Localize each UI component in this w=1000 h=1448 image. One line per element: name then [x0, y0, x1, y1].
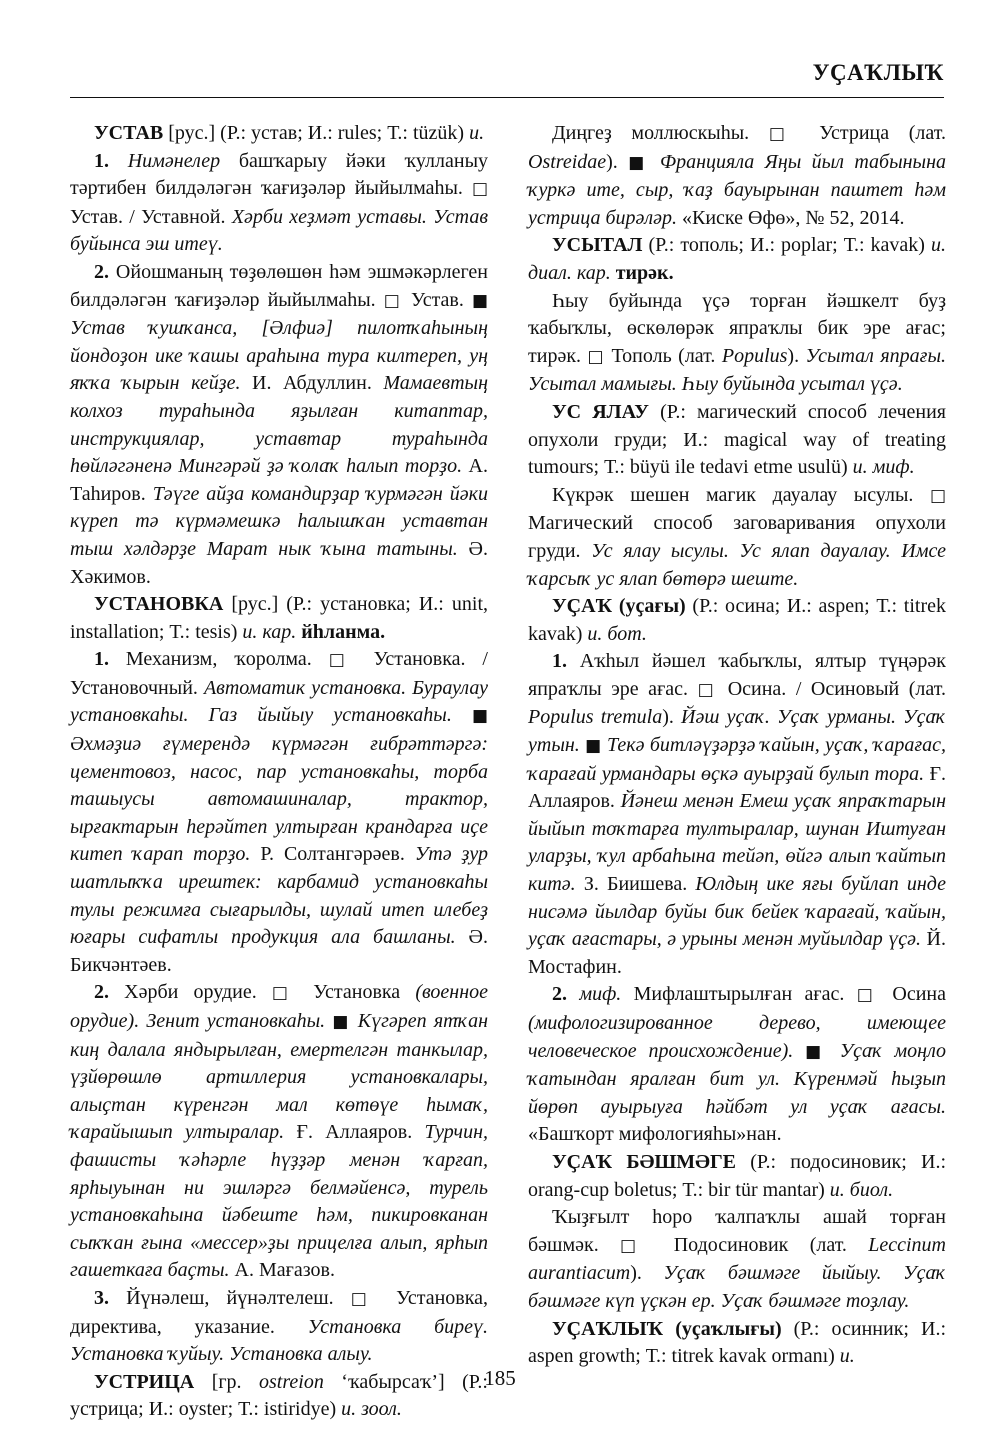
right-column: [528, 120, 946, 1371]
dictionary-paragraph: Һыу буйында үҫә торған йәшкелт буҙ ҡабыҡлы, өскөлөрәк япраҡлы бик эре ағас; тирәк. □ Тополь (лат. Populus). Усытал япрағы. Усытал мамығы. Һыу буйында усытал үҫә.: [528, 289, 946, 396]
dictionary-paragraph: 2. Ойошманың төҙөлөшөн һәм эшмәкәрлеген билдәләгән ҡағиҙәләр йыйылмаһы. □ Устав. ■ Устав ҡушҡанса, [Әлфиә] пилотҡаһының йондоҙон ике ҡашы араһына тура килтереп, уң яҡҡа ҡырын кейҙе. И. Абдуллин. Мамаевтың колхоз тураһында яҙылған китаптар, инструкциялар, уставтар тураһында һөйләгәненә Мингәрәй ҙә ҡолаҡ һалып торҙо. А. Таһиров. Тәүге айҙа командирҙар ҡурмәгән йәки күреп тә күрмәмешкә һалышҡан уставтан тыш хәлдәрҙе Марат нык ҡына татыны. Ә. Хәкимов.: [70, 260, 489, 588]
dictionary-paragraph: УҪАҠ (уҫағы) (Р.: осина; И.: aspen; Т.: titrek kavak) и. бот.: [528, 595, 946, 645]
dictionary-paragraph: 1. Аҡһыл йәшел ҡабыҡлы, ялтыр түңәрәк япраҡлы эре ағас. □ Осина. / Осиновый (лат. Populus tremula). Йәш уҫаҡ. Уҫаҡ урманы. Уҫаҡ утын. ■ Текә битләүҙәрҙә ҡайын, уҫаҡ, ҡарағас, ҡарағай урмандары өҫкә ауырҙай булып тора. Ғ. Аллаяров. Йәнеш менән Емеш уҫаҡ япраҡтарын йыйып тоҡтарға тултыралар, шунан Иштуған уларҙы, ҡул арбаһына тейәп, өйгә алып ҡайтып китә. З. Биишева. Юлдың ике яғы буйлап инде нисәмә йылдар буйы бик бейек ҡарағай, ҡайын, уҫаҡ ағастары, ә урыны менән муйылдар үҫә. Й. Мостафин.: [528, 650, 947, 978]
dictionary-paragraph: Ҡыҙғылт һоро ҡалпаҡлы ашай торған бәшмәк. □ Подосиновик (лат. Leccinum aurantiacum). Уҫаҡ бәшмәге йыйыу. Уҫаҡ бәшмәге күп үҫкән ер. Уҫаҡ бәшмәге тоҙлау.: [528, 1206, 946, 1312]
dictionary-paragraph: УСТРИЦА [гр. ostreion ‘ҡабырсаҡ’] (Р.: устрица; И.: oyster; Т.: istiridye) и. зоол.: [70, 1370, 488, 1421]
left-column: [70, 120, 488, 1424]
dictionary-paragraph: УСТАВ [рус.] (Р.: устав; И.: rules; Т.: tüzük) и.: [94, 122, 485, 144]
dictionary-paragraph: 2. Хәрби орудие. □ Установка (военное орудие). Зенит установкаһы. ■ Күгәреп ятҡан киң далала яндырылған, емертелгән танкылар, үҙйөрөшлө артиллерия установкалары, алыҫтан күренгән мал көтөүе һымаҡ, ҡарайышып ултыралар. Ғ. Аллаяров. Турчин, фашисты ҡәһәрле һүҙҙәр менән ҡарғап, ярһыуынан ни эшләргә белмәйенсә, турель установкаһына йәбеште һәм, пикировканан сыҡҡан ғына «мессер»ҙы прицелға алып, ярһып гашеткаға баҫты. А. Мағазов.: [70, 981, 489, 1282]
dictionary-paragraph: УС ЯЛАУ (Р.: магический способ лечения опухоли груди; И.: magical way of treating tumours; Т.: büyü ile tedavi etme usulü) и. миф.: [528, 400, 946, 479]
dictionary-paragraph: 1. Механизм, ҡоролма. □ Установка. / Установочный. Автоматик установка. Бураулау установкаһы. Газ йыйыу установкаһы. ■ Әхмәҙиә ғүмерендә күрмәгән ғибрәттәргә: цементовоз, насос, пар установкаһы, торба ташыусы автомашиналар, трактор, ырғактарын һерәйтеп ултырған крандарға иҫе китеп ҡарап торҙо. Р. Солтангәрәев. Утә ҙур шатлыҡҡа ирештек: карбамид установкаһы тулы режимға сығарылды, шулай итеп илебеҙ юғары сифатлы продукция ала башланы. Ә. Бикчәнтәев.: [70, 648, 489, 976]
dictionary-paragraph: УСЫТАЛ (Р.: тополь; И.: poplar; Т.: kavak) и. диал. кар. тирәк.: [528, 234, 946, 284]
dictionary-paragraph: 3. Йүнәлеш, йүнәлтелеш. □ Установка, директива, указание. Установка биреү. Установка ҡуйыу. Установка алыу.: [70, 1286, 489, 1366]
dictionary-paragraph: УСТАНОВКА [рус.] (Р.: установка; И.: unit, installation; Т.: tesis) и. кар. йһланма.: [70, 593, 488, 643]
header-rule: [70, 97, 944, 98]
dictionary-paragraph: Күкрәк шешен магик дауалау ысулы. □ Магический способ заговаривания опухоли груди. Ус ялау ысулы. Ус ялап дауалау. Имсе ҡарсыҡ ус ялап бөтөрә шеште.: [528, 483, 946, 590]
dictionary-paragraph: Диңгеҙ моллюскыһы. □ Устрица (лат. Ostreidae). ■ Францияла Яңы йыл табынына ҡуркә ите, сыр, ҡаҙ бауырынан паштет һәм устрица бирәләр. «Киске Өфө», № 52, 2014.: [528, 122, 947, 229]
dictionary-paragraph: 2. миф. Мифлаштырылған ағас. □ Осина (мифологизированное дерево, имеющее человеческое происхождение). ■ Уҫаҡ моңло ҡатындан яралған бит ул. Күренмәй һыҙып йөрөп ауырыуға һәйбәт ул уҫаҡ ағасы. «Башҡорт мифологияһы»нан.: [528, 983, 947, 1146]
dictionary-paragraph: 1. Нимәнелер башҡарыу йәки ҡулланыу тәртибен билдәләгән ҡағиҙәләр йыйылмаһы. □ Устав. / Уставной. Хәрби хеҙмәт уставы. Устав буйынса эш итеү.: [70, 149, 489, 256]
page-number: 185: [484, 1366, 516, 1390]
running-head: УҪАҠЛЫҠ: [812, 60, 944, 85]
dictionary-paragraph: УҪАҠ БӘШМӘГЕ (Р.: подосиновик; И.: orang-cup boletus; Т.: bir tür mantar) и. биол.: [528, 1150, 946, 1201]
dictionary-paragraph: УҪАҠЛЫҠ (уҫаҡлығы) (Р.: осинник; И.: aspen growth; Т.: titrek kavak ormanı) и.: [528, 1317, 946, 1368]
